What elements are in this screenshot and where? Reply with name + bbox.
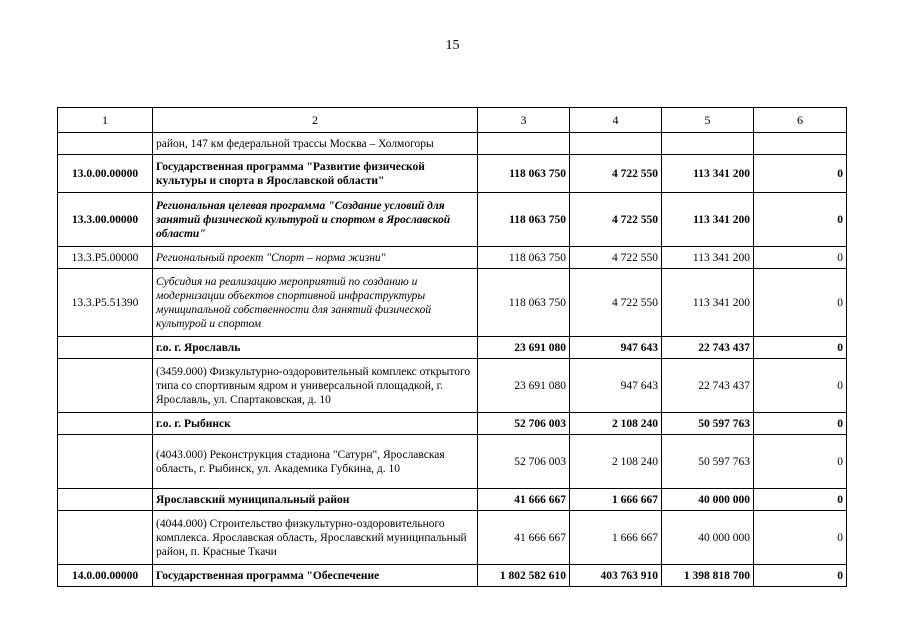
cell-col5: 22 743 437: [662, 337, 754, 359]
cell-col5: 50 597 763: [662, 435, 754, 489]
cell-code: [58, 511, 153, 565]
cell-col3: 118 063 750: [478, 193, 570, 247]
cell-col4: [570, 133, 662, 155]
table-row: [58, 413, 847, 435]
cell-col4: 4 722 550: [570, 269, 662, 337]
cell-name: Региональная целевая программа "Создание условий для занятий физической культурой и спортом в Ярославской области": [153, 193, 478, 247]
cell-code: [58, 489, 153, 511]
table-row: [58, 359, 847, 413]
cell-name: район, 147 км федеральной трассы Москва – Холмогоры: [153, 133, 478, 155]
cell-col6: 0: [754, 435, 847, 489]
cell-col4: 4 722 550: [570, 155, 662, 193]
cell-col5: [662, 133, 754, 155]
cell-code: 13.3.P5.51390: [58, 269, 153, 337]
column-header-5: 5: [662, 108, 754, 133]
table-row: [58, 511, 847, 565]
cell-col4: 4 722 550: [570, 193, 662, 247]
column-header-3: 3: [478, 108, 570, 133]
cell-col4: 2 108 240: [570, 435, 662, 489]
cell-name: (3459.000) Физкультурно-оздоровительный комплекс открытого типа со спортивным ядром и универсальной площадкой, г. Ярославль, ул. Спартаковская, д. 10: [153, 359, 478, 413]
cell-col3: 52 706 003: [478, 413, 570, 435]
cell-col6: 0: [754, 565, 847, 587]
cell-name: г.о. г. Рыбинск: [153, 413, 478, 435]
cell-col3: 118 063 750: [478, 269, 570, 337]
cell-col6: 0: [754, 247, 847, 269]
cell-code: [58, 435, 153, 489]
table-row: [58, 269, 847, 337]
table-row: [58, 155, 847, 193]
column-header-2: 2: [153, 108, 478, 133]
cell-col4: 1 666 667: [570, 511, 662, 565]
cell-col4: 947 643: [570, 337, 662, 359]
cell-col4: 2 108 240: [570, 413, 662, 435]
cell-name: Государственная программа "Развитие физической культуры и спорта в Ярославской области": [153, 155, 478, 193]
cell-col4: 947 643: [570, 359, 662, 413]
table-row: [58, 337, 847, 359]
cell-col3: 23 691 080: [478, 337, 570, 359]
cell-col5: 40 000 000: [662, 489, 754, 511]
cell-code: 13.0.00.00000: [58, 155, 153, 193]
cell-code: 14.0.00.00000: [58, 565, 153, 587]
column-header-6: 6: [754, 108, 847, 133]
cell-col6: 0: [754, 413, 847, 435]
cell-col5: 113 341 200: [662, 193, 754, 247]
page-number: 15: [445, 38, 460, 53]
cell-col6: [754, 133, 847, 155]
cell-name: г.о. г. Ярославль: [153, 337, 478, 359]
cell-col3: 41 666 667: [478, 489, 570, 511]
cell-col3: 1 802 582 610: [478, 565, 570, 587]
table-row: [58, 565, 847, 587]
table-row: [58, 489, 847, 511]
table-row: [58, 247, 847, 269]
cell-col5: 22 743 437: [662, 359, 754, 413]
cell-name: Государственная программа "Обеспечение: [153, 565, 478, 587]
table-row: [58, 133, 847, 155]
cell-col3: [478, 133, 570, 155]
cell-col6: 0: [754, 511, 847, 565]
cell-col5: 113 341 200: [662, 155, 754, 193]
cell-code: [58, 359, 153, 413]
cell-code: 13.3.P5.00000: [58, 247, 153, 269]
column-header-1: 1: [58, 108, 153, 133]
cell-col6: 0: [754, 155, 847, 193]
cell-name: Ярославский муниципальный район: [153, 489, 478, 511]
cell-col3: 118 063 750: [478, 155, 570, 193]
table-row: [58, 193, 847, 247]
cell-col4: 1 666 667: [570, 489, 662, 511]
cell-name: Субсидия на реализацию мероприятий по созданию и модернизации объектов спортивной инфраструктуры муниципальной собственности для занятий физической культурой и спортом: [153, 269, 478, 337]
cell-col5: 1 398 818 700: [662, 565, 754, 587]
cell-name: (4043.000) Реконструкция стадиона "Сатурн", Ярославская область, г. Рыбинск, ул. Академика Губкина, д. 10: [153, 435, 478, 489]
cell-col4: 403 763 910: [570, 565, 662, 587]
cell-col6: 0: [754, 193, 847, 247]
header-row: [58, 108, 847, 133]
cell-code: [58, 337, 153, 359]
cell-col4: 4 722 550: [570, 247, 662, 269]
cell-col6: 0: [754, 269, 847, 337]
cell-name: Региональный проект "Спорт – норма жизни": [153, 247, 478, 269]
cell-col6: 0: [754, 337, 847, 359]
cell-code: [58, 413, 153, 435]
cell-code: [58, 133, 153, 155]
column-header-4: 4: [570, 108, 662, 133]
cell-col3: 118 063 750: [478, 247, 570, 269]
cell-col5: 40 000 000: [662, 511, 754, 565]
cell-col5: 50 597 763: [662, 413, 754, 435]
budget-table: [57, 107, 847, 587]
cell-name: (4044.000) Строительство физкультурно-оздоровительного комплекса. Ярославская область, Ярославский муниципальный район, п. Красные Ткачи: [153, 511, 478, 565]
cell-col5: 113 341 200: [662, 269, 754, 337]
cell-col3: 23 691 080: [478, 359, 570, 413]
cell-col3: 41 666 667: [478, 511, 570, 565]
cell-col6: 0: [754, 359, 847, 413]
cell-col6: 0: [754, 489, 847, 511]
table-row: [58, 435, 847, 489]
cell-code: 13.3.00.00000: [58, 193, 153, 247]
cell-col5: 113 341 200: [662, 247, 754, 269]
cell-col3: 52 706 003: [478, 435, 570, 489]
